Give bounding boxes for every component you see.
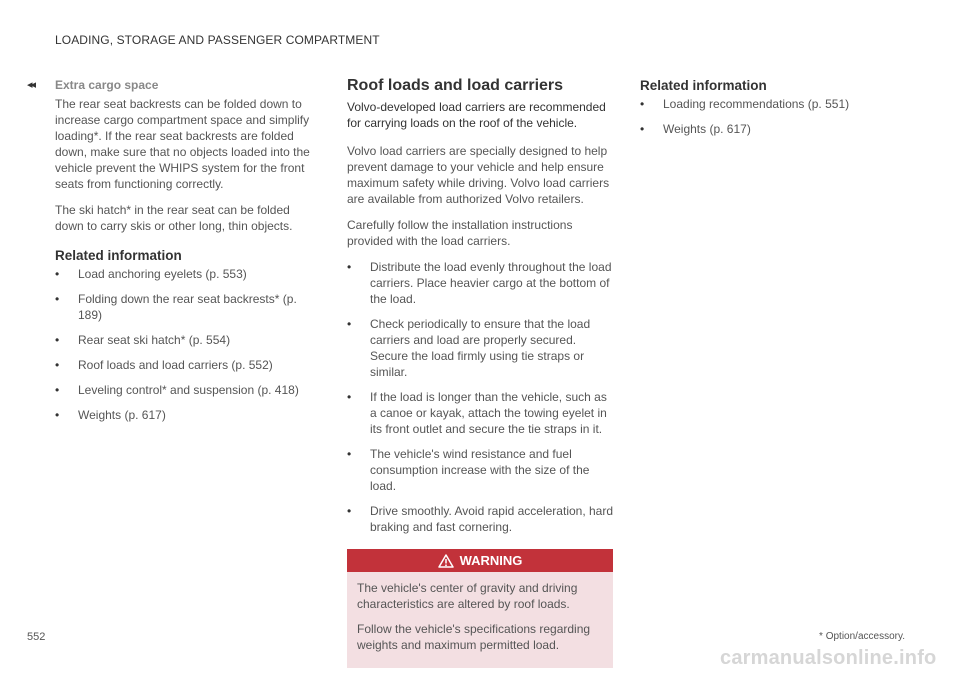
- list-item: • Check periodically to ensure that the load carriers and load are properly secured. Secure the load firmly using tie straps or similar.: [347, 317, 591, 379]
- list-item: • The vehicle's wind resistance and fuel consumption increase with the size of the load.: [347, 447, 590, 493]
- bullet-icon: •: [55, 358, 60, 372]
- bullet-icon: •: [347, 317, 352, 331]
- bullet-icon: •: [347, 260, 352, 274]
- extra-cargo-subheading: Extra cargo space: [55, 78, 159, 92]
- warning-box: [347, 549, 613, 668]
- page-number: 552: [27, 631, 46, 643]
- bullet-icon: •: [640, 122, 645, 136]
- paragraph: Volvo load carriers are specially designed to help prevent damage to your vehicle and help ensure maximum safety while driving. Volvo load carriers are available from authorized Volvo retailers.: [347, 144, 610, 206]
- list-item: • Distribute the load evenly throughout the load carriers. Place heavier cargo at the bottom of the load.: [347, 260, 612, 306]
- column-middle: [347, 78, 613, 668]
- bullet-icon: •: [347, 447, 352, 461]
- column-left: [55, 78, 317, 432]
- warning-text: Follow the vehicle's specifications regarding weights and maximum permitted load.: [357, 622, 591, 652]
- paragraph: Carefully follow the installation instructions provided with the load carriers.: [347, 218, 573, 248]
- related-heading: Related information: [640, 78, 767, 93]
- list-item: • If the load is longer than the vehicle, such as a canoe or kayak, attach the towing eyelet in its front outlet and secure the tie straps in it.: [347, 390, 607, 436]
- related-link[interactable]: • Rear seat ski hatch* (p. 554): [55, 333, 231, 347]
- bullet-icon: •: [55, 408, 60, 422]
- bullet-icon: •: [55, 267, 60, 281]
- instruction-list: [347, 259, 613, 535]
- warning-header: [347, 549, 613, 572]
- section-title: Roof loads and load carriers: [347, 77, 564, 94]
- paragraph: The rear seat backrests can be folded down to increase cargo compartment space and simplify loading*. If the rear seat backrests are folded down, make sure that no objects loaded into the vehicle prevent the WHIPS system for the front seats from functioning correctly.: [55, 97, 310, 191]
- list-item: • Drive smoothly. Avoid rapid acceleration, hard braking and fast cornering.: [347, 504, 614, 534]
- related-heading: Related information: [55, 248, 182, 263]
- bullet-icon: •: [55, 383, 60, 397]
- bullet-icon: •: [55, 292, 60, 306]
- related-list: [640, 96, 900, 137]
- related-link[interactable]: • Leveling control* and suspension (p. 418): [55, 383, 299, 397]
- continuation-marker: ◂◂: [27, 79, 35, 91]
- warning-title: WARNING: [459, 553, 523, 568]
- warning-body: [347, 572, 613, 668]
- section-lead: Volvo-developed load carriers are recommended for carrying loads on the roof of the vehicle.: [347, 100, 606, 130]
- bullet-icon: •: [640, 97, 645, 111]
- related-link[interactable]: • Weights (p. 617): [55, 408, 166, 422]
- bullet-icon: •: [347, 504, 352, 518]
- paragraph: The ski hatch* in the rear seat can be folded down to carry skis or other long, thin objects.: [55, 203, 293, 233]
- running-header: LOADING, STORAGE AND PASSENGER COMPARTMENT: [55, 33, 380, 47]
- related-link[interactable]: • Load anchoring eyelets (p. 553): [55, 267, 247, 281]
- related-link[interactable]: • Roof loads and load carriers (p. 552): [55, 358, 273, 372]
- related-link[interactable]: • Weights (p. 617): [640, 122, 751, 136]
- warning-text: The vehicle's center of gravity and driving characteristics are altered by roof loads.: [357, 581, 578, 611]
- watermark: carmanualsonline.info: [720, 647, 937, 669]
- column-right: [640, 78, 900, 146]
- footnote: * Option/accessory.: [819, 631, 905, 642]
- related-link[interactable]: • Loading recommendations (p. 551): [640, 97, 850, 111]
- bullet-icon: •: [55, 333, 60, 347]
- related-list: [55, 266, 317, 423]
- warning-triangle-icon: [438, 554, 454, 568]
- bullet-icon: •: [347, 390, 352, 404]
- related-link[interactable]: • Folding down the rear seat backrests* (p. 189): [55, 292, 297, 322]
